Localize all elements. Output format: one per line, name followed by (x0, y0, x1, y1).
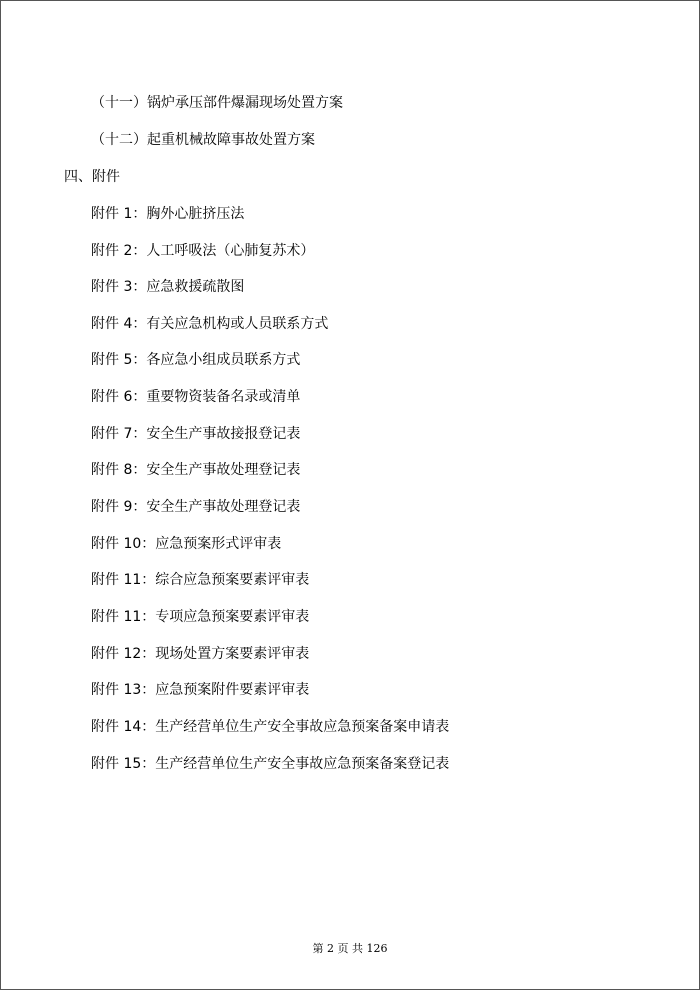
toc-item-11: （十一）锅炉承压部件爆漏现场处置方案 (91, 95, 343, 111)
attachment-14: 附件 14：生产经营单位生产安全事故应急预案备案申请表 (91, 719, 450, 735)
attachment-10: 附件 10：应急预案形式评审表 (91, 536, 282, 552)
attachment-13: 附件 13：应急预案附件要素评审表 (91, 682, 310, 698)
section-heading-attachments: 四、附件 (64, 169, 120, 185)
attachment-12: 附件 12：现场处置方案要素评审表 (91, 646, 310, 662)
attachment-6: 附件 6：重要物资装备名录或清单 (91, 389, 301, 405)
attachment-8: 附件 8：安全生产事故处理登记表 (91, 462, 301, 478)
attachment-15: 附件 15：生产经营单位生产安全事故应急预案备案登记表 (91, 756, 450, 772)
attachment-5: 附件 5：各应急小组成员联系方式 (91, 352, 301, 368)
attachment-2: 附件 2：人工呼吸法（心肺复苏术） (91, 243, 315, 259)
attachment-11b: 附件 11：专项应急预案要素评审表 (91, 609, 310, 625)
attachment-4: 附件 4：有关应急机构或人员联系方式 (91, 316, 329, 332)
toc-item-12: （十二）起重机械故障事故处置方案 (91, 132, 315, 148)
attachment-9: 附件 9：安全生产事故处理登记表 (91, 499, 301, 515)
attachment-11a: 附件 11：综合应急预案要素评审表 (91, 572, 310, 588)
page-footer: 第 2 页 共 126 (312, 942, 388, 955)
attachment-1: 附件 1：胸外心脏挤压法 (91, 206, 245, 222)
attachment-3: 附件 3：应急救援疏散图 (91, 279, 245, 295)
attachment-7: 附件 7：安全生产事故接报登记表 (91, 426, 301, 442)
